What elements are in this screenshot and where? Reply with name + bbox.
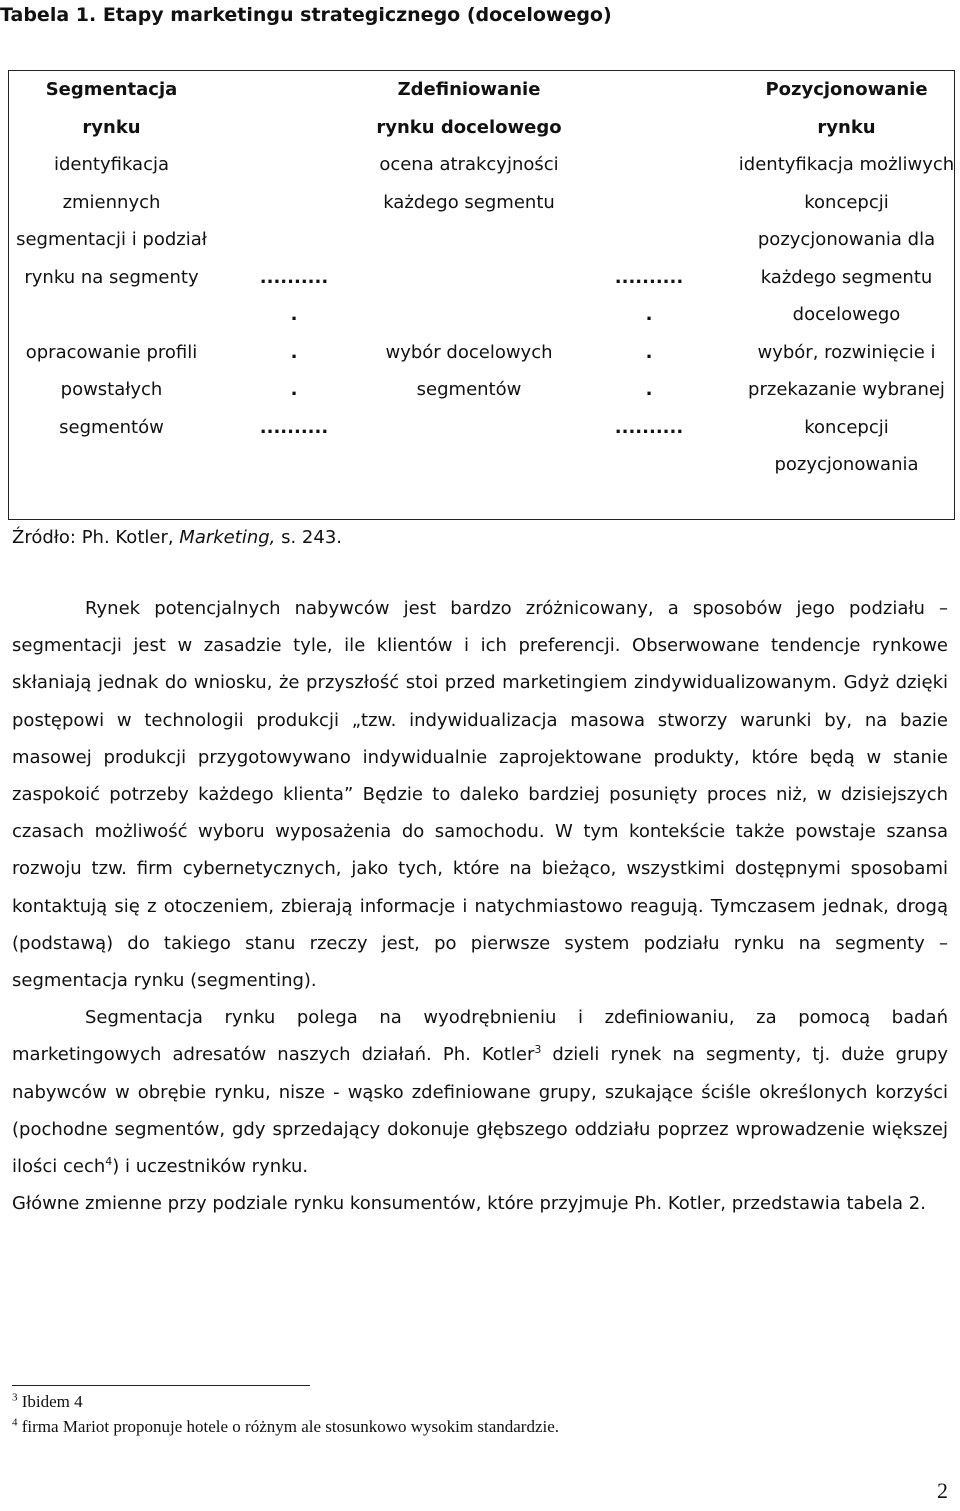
footnote-rule xyxy=(12,1385,310,1386)
table-caption: Tabela 1. Etapy marketingu strategicznego (docelowego) xyxy=(0,4,612,26)
cell-line: przekazanie wybranej xyxy=(748,379,945,400)
cell-line: ocena atrakcyjności xyxy=(379,154,559,175)
cell-line: każdego segmentu xyxy=(760,266,933,288)
cell-line xyxy=(364,259,574,297)
column-header: Zdefiniowanie xyxy=(397,79,541,100)
paragraph: Rynek potencjalnych nabywców jest bardzo zróżnicowany, a sposobów jego podziału – segmentacji jest w zasadzie tyle, ile klientów i ich preferencji. Obserwowane tendencje rynkowe skłaniają jednak do wniosku, że przyszłość stoi przed marketingiem zindywidualizowanym. Gdyż dzięki postępowi w technologii produkcji „tzw. indywidualizacja masowa stworzy warunki by, na bazie masowej produkcji przygotowywano indywidualnie zaprojektowane produkty, które będą w stanie zaspokoić potrzeby każdego klienta” Będzie to daleko bardziej posunięty proces niż, w dzisiejszych czasach możliwość wyboru wyposażenia do samochodu. W tym kontekście także powstaje szansa rozwoju tzw. firm cybernetycznych, jako tych, które na bieżąco, wszystkimi dostępnymi sposobami kontaktują się z otoczeniem, zbierają informacje i natychmiastowo reagują. Tymczasem jednak, drogą (podstawą) do takiego stanu rzeczy jest, po pierwsze system podziału rynku na segmenty – segmentacja rynku (segmenting). xyxy=(12,598,948,992)
cell-line: wybór, rozwinięcie i xyxy=(757,341,936,363)
column-header: rynku xyxy=(82,116,141,138)
footnote: $^4$ firma Mariot proponuje hotele o różnym ale stosunkowo wysokim standardzie. xyxy=(12,1416,560,1436)
cell-line: docelowego xyxy=(792,304,901,325)
body-text xyxy=(12,590,948,1222)
arrow-dots-2: .......... . . . .......... xyxy=(614,266,684,438)
cell-line: wybór docelowych xyxy=(385,341,553,363)
paragraph: Główne zmienne przy podziale rynku konsumentów, które przyjmuje Ph. Kotler, przedstawia tabela 2. xyxy=(12,1193,926,1215)
cell-line: pozycjonowania xyxy=(774,454,919,475)
cell-line: zmiennych xyxy=(62,191,161,213)
column-header: Pozycjonowanie xyxy=(765,79,928,100)
footnote-ref[interactable]: 3 xyxy=(534,1043,542,1057)
cell-line: segmentów xyxy=(59,416,164,438)
cell-line: segmentów xyxy=(416,379,522,400)
cell-line: opracowanie profili xyxy=(25,341,198,363)
cell-line: identyfikacja xyxy=(53,154,170,175)
cell-line: koncepcji xyxy=(804,416,889,438)
cell-line: koncepcji xyxy=(804,191,889,213)
arrow-dots-1: .......... . . . .......... xyxy=(259,266,329,438)
column-positioning xyxy=(729,71,960,484)
stages-table xyxy=(8,70,955,520)
paragraph: Segmentacja rynku polega na wyodrębnieniu i zdefiniowaniu, za pomocą badań marketingowych adresatów naszych działań. Ph. Kotler$^3$ dzieli rynek na segmenty, tj. duże grupy nabywców w obrębie rynku, nisze - wąsko zdefiniowane grupy, szukające ściśle określonych korzyści (pochodne segmentów, gdy sprzedający dokonuje głębszego oddziału poprzez wprowadzenie większej ilości cech$^4$) i uczestników rynku. xyxy=(12,1007,948,1178)
source-title: Marketing, xyxy=(179,527,276,548)
cell-line: segmentacji i podział xyxy=(16,229,207,250)
column-target-market xyxy=(364,71,574,409)
cell-line: pozycjonowania dla xyxy=(757,229,936,250)
column-header: Segmentacja xyxy=(45,79,178,100)
cell-line xyxy=(9,296,214,334)
cell-line xyxy=(364,221,574,259)
footnote: $^3$ Ibidem 4 xyxy=(12,1391,83,1411)
source-note: Źródło: Ph. Kotler, Marketing, s. 243. xyxy=(12,527,342,548)
cell-line: identyfikacja możliwych xyxy=(738,154,955,175)
column-header: rynku xyxy=(817,116,876,138)
cell-line: rynku na segmenty xyxy=(24,266,199,288)
page-number: 2 xyxy=(937,1478,948,1503)
column-header: rynku docelowego xyxy=(376,116,562,138)
cell-line: powstałych xyxy=(60,379,163,400)
cell-line: każdego segmentu xyxy=(383,191,555,213)
cell-line xyxy=(364,296,574,334)
footnote-ref[interactable]: 4 xyxy=(105,1155,113,1169)
column-segmentation xyxy=(9,71,214,446)
